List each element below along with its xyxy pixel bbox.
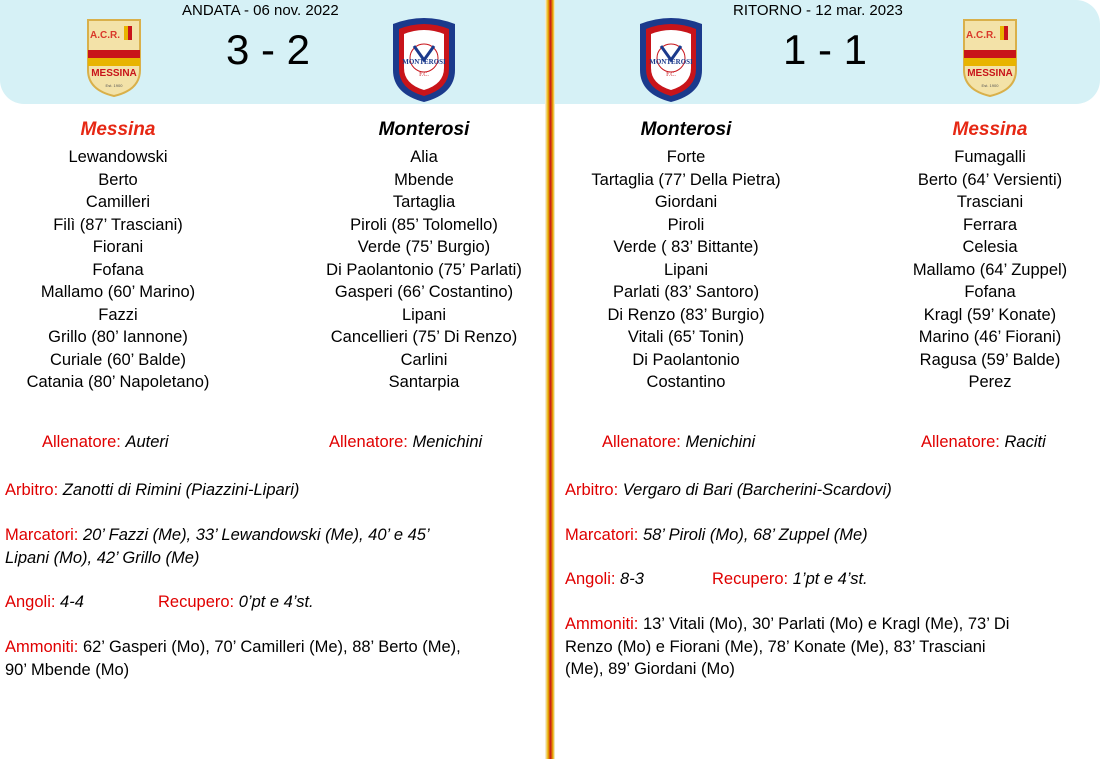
- player: Tartaglia (77’ Della Pietra): [591, 170, 781, 189]
- andata-arbitro: Arbitro: Zanotti di Rimini (Piazzini-Lipari): [5, 481, 300, 499]
- player: Perez: [968, 373, 1012, 391]
- ritorno-away-team-name: Messina: [952, 119, 1028, 140]
- ritorno-arbitro: Arbitro: Vergaro di Bari (Barcherini-Scardovi): [565, 481, 892, 499]
- coach-name: Menichini: [685, 433, 756, 451]
- player: Tartaglia: [392, 193, 456, 211]
- ritorno-away-coach: [921, 433, 1046, 452]
- player: Celesia: [962, 238, 1018, 256]
- svg-text:Est. 1900: Est. 1900: [981, 83, 999, 88]
- coach-label: Allenatore:: [921, 433, 1000, 451]
- player: Marino (46’ Fiorani): [918, 328, 1062, 346]
- player: Camilleri: [85, 193, 151, 211]
- svg-text:MESSINA: MESSINA: [967, 68, 1013, 79]
- ritorno-phase: RITORNO - 12 mar. 2023: [733, 2, 903, 19]
- andata-away-team-name: Monterosi: [378, 119, 470, 140]
- player: Filì (87’ Trasciani): [53, 215, 183, 234]
- coach-label: Allenatore:: [602, 433, 681, 451]
- coach-label: Allenatore:: [329, 433, 408, 451]
- ritorno-home-lineup: [555, 117, 817, 394]
- coach-label: Allenatore:: [42, 433, 121, 451]
- player: Lipani: [401, 305, 447, 324]
- coach-name: Menichini: [412, 433, 483, 451]
- player: Di Paolantonio: [632, 350, 740, 369]
- ritorno-ammoniti: Ammoniti: 13’ Vitali (Mo), 30’ Parlati (Mo) e Kragl (Me), 73’ Di Renzo (Mo) e Fiorani (Me), 78’ Konate (Me), 83’ Trasciani (Me), 89’ Giordani (Mo): [565, 615, 1010, 678]
- player: Vitali (65’ Tonin): [627, 328, 745, 346]
- messina-logo: [960, 18, 1020, 98]
- player: Catania (80’ Napoletano): [26, 373, 210, 391]
- andata-home-coach: [42, 433, 169, 452]
- center-divider: [545, 0, 555, 759]
- player: Gasperi (66’ Costantino): [334, 283, 514, 301]
- player: Curiale (60’ Balde): [49, 350, 187, 369]
- andata-home-lineup: [0, 117, 236, 394]
- andata-section: [0, 0, 545, 759]
- svg-text:A.C.R.: A.C.R.: [966, 30, 996, 41]
- player: Fofana: [92, 260, 144, 279]
- player: Mallamo (60’ Marino): [40, 283, 196, 301]
- svg-text:F.C.: F.C.: [419, 72, 429, 78]
- player: Verde (75’ Burgio): [357, 238, 491, 256]
- ritorno-marcatori: Marcatori: 58’ Piroli (Mo), 68’ Zuppel (Me): [565, 526, 868, 544]
- player: Fumagalli: [954, 148, 1026, 166]
- andata-angoli-recupero: Angoli: 4-4 Recupero: 0’pt e 4’st.: [5, 593, 314, 611]
- player: Fiorani: [92, 238, 144, 256]
- player: Fazzi: [98, 305, 138, 324]
- svg-text:MONTEROSI: MONTEROSI: [649, 58, 693, 66]
- player: Mallamo (64’ Zuppel): [912, 260, 1068, 279]
- andata-away-lineup: [304, 117, 544, 394]
- player: Ferrara: [962, 215, 1018, 234]
- player: Alia: [410, 148, 438, 166]
- coach-name: Auteri: [125, 433, 169, 451]
- player: Parlati (83’ Santoro): [612, 283, 760, 301]
- messina-logo: [84, 18, 144, 98]
- player: Grillo (80’ Iannone): [48, 328, 188, 346]
- coach-name: Raciti: [1004, 433, 1046, 451]
- player: Forte: [666, 148, 706, 166]
- player: Carlini: [400, 350, 448, 369]
- svg-text:Est. 1900: Est. 1900: [105, 83, 123, 88]
- monterosi-logo: [390, 14, 458, 104]
- ritorno-score: 1 - 1: [783, 26, 868, 73]
- ritorno-angoli-recupero: Angoli: 8-3 Recupero: 1’pt e 4’st.: [565, 570, 868, 588]
- player: Santarpia: [388, 373, 460, 391]
- andata-away-coach: [329, 433, 482, 452]
- svg-text:F.C.: F.C.: [666, 72, 676, 78]
- monterosi-logo: [637, 14, 705, 104]
- ritorno-home-coach: [602, 433, 755, 452]
- player: Kragl (59’ Konate): [923, 305, 1057, 324]
- andata-marcatori: Marcatori: 20’ Fazzi (Me), 33’ Lewandowski (Me), 40’ e 45’ Lipani (Mo), 42’ Grillo (Me): [5, 526, 430, 567]
- player: Piroli: [667, 215, 705, 234]
- player: Mbende: [394, 170, 454, 189]
- andata-score: 3 - 2: [226, 26, 311, 73]
- player: Piroli (85’ Tolomello): [350, 215, 498, 234]
- andata-ammoniti: Ammoniti: 62’ Gasperi (Mo), 70’ Camilleri (Me), 88’ Berto (Me), 90’ Mbende (Mo): [5, 638, 461, 679]
- andata-phase: ANDATA - 06 nov. 2022: [182, 2, 339, 19]
- andata-home-team-name: Messina: [80, 119, 156, 140]
- player: Fofana: [964, 283, 1016, 301]
- player: Lipani: [663, 260, 709, 279]
- player: Lewandowski: [68, 148, 168, 166]
- ritorno-section: [555, 0, 1100, 759]
- player: Di Paolantonio (75’ Parlati): [326, 260, 522, 279]
- player: Costantino: [646, 373, 726, 391]
- player: Giordani: [654, 193, 718, 211]
- player: Cancellieri (75’ Di Renzo): [330, 328, 518, 346]
- ritorno-away-lineup: [895, 117, 1085, 394]
- player: Berto: [98, 170, 138, 189]
- player: Di Renzo (83’ Burgio): [607, 305, 765, 324]
- player: Berto (64’ Versienti): [917, 170, 1063, 189]
- svg-text:MONTEROSI: MONTEROSI: [402, 58, 446, 66]
- player: Ragusa (59’ Balde): [919, 350, 1061, 369]
- player: Trasciani: [956, 193, 1024, 211]
- ritorno-home-team-name: Monterosi: [640, 119, 732, 140]
- player: Verde ( 83’ Bittante): [613, 238, 759, 256]
- svg-text:MESSINA: MESSINA: [91, 68, 137, 79]
- svg-text:A.C.R.: A.C.R.: [90, 30, 120, 41]
